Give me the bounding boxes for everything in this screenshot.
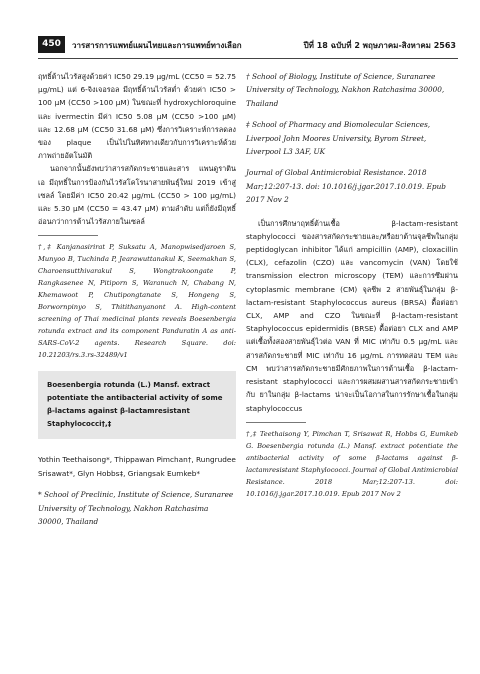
affiliation-biology: † School of Biology, Institute of Science, Suranaree University of Technology, Nakhon Ratchasima 30000, Thailand (246, 72, 445, 108)
study-summary-paragraph: เป็นการศึกษาฤทธิ์ต้านเชื้อ β-lactam-resistant staphylococci ของสารสกัดกระชายและ/หรือยาต้านจุลชีพในกลุ่ม peptidoglycan inhibitor ได้แก่ ampicillin (AMP), cloxacillin (CLX), cefazolin (CZO) และ vancomycin (VAN) โดยใช้ transmission electron microscopy (TEM) และการซึมผ่าน cytoplasmic membrane (CM) จุลชีพ 2 สายพันธุ์ในกลุ่ม β-lactam-resistant Staphylococcus aureus (BRSA) ดื้อต่อยา CLX, AMP and CZO ในขณะที่ β-lactam-resistant Staphylococcus epidermidis (BRSE) ดื้อต่อยา CLX and AMP แต่เชื้อทั้งสองสายพันธุ์ไวต่อ VAN ที่ MIC เท่ากับ 0.5 µg/mL และสารสกัดกระชายที่ MIC เท่ากับ 16 µg/mL การทดสอบ TEM และ CM พบว่าสารสกัดกระชายมีศักยภาพในการต้านเชื้อ β-lactam-resistant staphylococci และการผสมผสานสารสกัดกระชายเข้ากับ ยาในกลุ่ม β-lactams น่าจะเป็นโอกาสในการรักษาเชื้อในกลุ่ม staphylococcus (246, 218, 458, 413)
author-list: Yothin Teethaisong*, Thippawan Pimchan†, Rungrudee Srisawat*, Glyn Hobbs‡, Griangsak Eumkeb* (38, 455, 236, 478)
page-number: 450 (38, 36, 65, 53)
journal-title: วารสารการแพทย์แผนไทยและการแพทย์ทางเลือก (72, 41, 242, 50)
affiliation-pharmacy: ‡ School of Pharmacy and Biomolecular Sciences, Liverpool John Moores University, Byrom Street, Liverpool L3 3AF, UK (246, 120, 431, 157)
reference-citation: †,‡ Kanjanasirirat P, Suksatu A, Manopwisedjaroen S, Munyoo B, Tuchinda P, Jearawuttanakul K, Seemakhan S, Charoensutthivarakul S, Wongtrakoongate P, Rangkasenee N, Pitiporn S, Waranuch N, Chabang N, Khemawoot P, Chutipongtanate S, Hongeng S, Borwornpinyo S, Thitithanyanont A. High-content screening of Thai medicinal plants reveals Boesenbergia rotunda extract and its component Panduratin A as anti-SARS-CoV-2 agents. Research Square. doi: 10.21203/rs.3.rs-32489/v1 (38, 243, 236, 360)
entry-inhibition-paragraph: นอกจากนั้นยังพบว่าสารสกัดกระชายและสาร แพนดูราติน เอ มีฤทธิ์ในการป้องกันไวรัสโคโรนาสายพันธุ์ใหม่ 2019 เข้าสู่เซลล์ โดยมีค่า IC50 20.42 µg/mL (CC50 > 100 µg/mL) และ 5.30 µM (CC50 = 43.47 µM) ตามลำดับ แต่ก็ยังมีฤทธิ์อ่อนกว่าการต้านไวรัสภายในเซลล์ (38, 164, 236, 227)
results-paragraph: ฤทธิ์ต้านไวรัสสูงด้วยค่า IC50 29.19 µg/mL (CC50 = 52.75 µg/mL) แต่ 6-จิงเจอรอล มีฤทธิ์ต้านไวรัสต่ำ ด้วยค่า IC50 > 100 µM (CC50 >100 µM) ในขณะที่ hydroxychloroquine และ ivermectin มีค่า IC50 5.08 µM (CC50 >100 µM) และ 12.68 µM (CC50 31.68 µM) ซึ่งการวิเคราะห์การลดลงของ plaque เป็นไปในทิศทางเดียวกับการวิเคราะห์ด้วยภาพถ่ายอัตโนมัติ (38, 72, 236, 161)
affiliation-preclinic: * School of Preclinic, Institute of Science, Suranaree University of Technology, Nakhon Ratchasima 30000, Thailand (38, 490, 234, 527)
page-header (38, 36, 458, 53)
issue-info: ปีที่ 18 ฉบับที่ 2 พฤษภาคม-สิงหาคม 2563 (303, 41, 456, 50)
journal-reference: Journal of Global Antimicrobial Resistance. 2018 Mar;12:207-13. doi: 10.1016/j.jgar.2017.10.019. Epub 2017 Nov 2 (246, 168, 446, 205)
footnote-divider (38, 235, 98, 236)
header-divider (38, 58, 458, 59)
spacer (246, 207, 458, 217)
right-column (246, 70, 458, 500)
reference-citation: †,‡ Teethaisong Y, Pimchan T, Srisawat R, Hobbs G, Eumkeb G. Boesenbergia rotunda (L.) Mansf. extract potentiate the antibacterial activity of some β-lactams against β-lactamresistant Staphylococci. Journal of Global Antimicrobial Resistance. 2018 Mar;12:207-13. doi: 10.1016/j.jgar.2017.10.019. Epub 2017 Nov 2 (246, 429, 458, 498)
footnote-divider (246, 422, 306, 423)
article-title-box (38, 371, 236, 439)
article-title: Boesenbergia rotunda (L.) Mansf. extract potentiate the antibacterial activity of some β-lactams against β-lactamresistant Staphylococci†,‡ (47, 381, 223, 429)
left-column (38, 70, 236, 528)
